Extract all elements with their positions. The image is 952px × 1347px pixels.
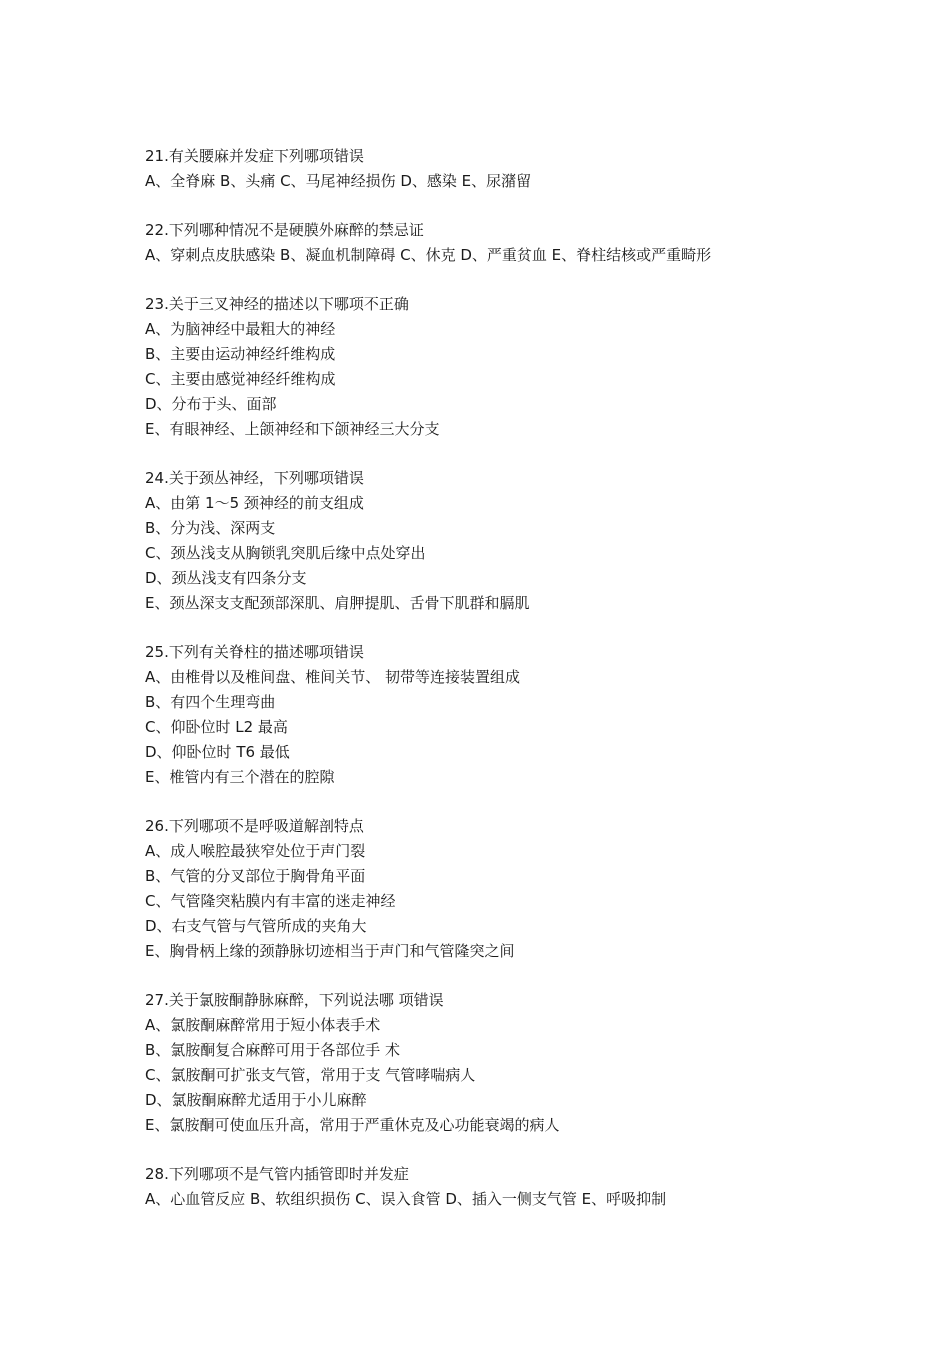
answer-option-c: C、主要由感觉神经纤维构成 xyxy=(145,370,336,388)
answer-option-d: D、仰卧位时 T6 最低 xyxy=(145,743,290,761)
answer-option-e: E、颈丛深支支配颈部深肌、肩胛提肌、舌骨下肌群和膈肌 xyxy=(145,594,530,612)
question-27 xyxy=(145,988,925,1138)
answer-option-e: E、胸骨柄上缘的颈静脉切迹相当于声门和气管隆突之间 xyxy=(145,942,515,960)
answer-options: A、穿刺点皮肤感染 B、凝血机制障碍 C、休克 D、严重贫血 E、脊柱结核或严重畸形 xyxy=(145,246,712,264)
answer-options: A、心血管反应 B、软组织损伤 C、误入食管 D、插入一侧支气管 E、呼吸抑制 xyxy=(145,1190,667,1208)
question-stem: 21.有关腰麻并发症下列哪项错误 xyxy=(145,147,364,165)
question-stem: 25.下列有关脊柱的描述哪项错误 xyxy=(145,643,364,661)
question-22 xyxy=(145,218,925,268)
answer-option-b: B、主要由运动神经纤维构成 xyxy=(145,345,336,363)
answer-option-d: D、氯胺酮麻醉尤适用于小儿麻醉 xyxy=(145,1091,367,1109)
question-24 xyxy=(145,466,925,616)
answer-option-e: E、有眼神经、上颌神经和下颌神经三大分支 xyxy=(145,420,440,438)
question-26 xyxy=(145,814,925,964)
question-28 xyxy=(145,1162,925,1212)
answer-option-d: D、分布于头、面部 xyxy=(145,395,277,413)
answer-option-b: B、分为浅、深两支 xyxy=(145,519,276,537)
answer-option-a: A、由椎骨以及椎间盘、椎间关节、 韧带等连接装置组成 xyxy=(145,668,521,686)
question-stem: 23.关于三叉神经的描述以下哪项不正确 xyxy=(145,295,409,313)
answer-options: A、全脊麻 B、头痛 C、马尾神经损伤 D、感染 E、尿潴留 xyxy=(145,172,532,190)
answer-option-b: B、氯胺酮复合麻醉可用于各部位手 术 xyxy=(145,1041,401,1059)
answer-option-a: A、为脑神经中最粗大的神经 xyxy=(145,320,336,338)
answer-option-c: C、氯胺酮可扩张支气管，常用于支 气管哮喘病人 xyxy=(145,1066,476,1084)
answer-option-a: A、成人喉腔最狭窄处位于声门裂 xyxy=(145,842,366,860)
question-stem: 27.关于氯胺酮静脉麻醉，下列说法哪 项错误 xyxy=(145,991,444,1009)
question-stem: 28.下列哪项不是气管内插管即时并发症 xyxy=(145,1165,409,1183)
answer-option-b: B、有四个生理弯曲 xyxy=(145,693,276,711)
question-stem: 22.下列哪种情况不是硬膜外麻醉的禁忌证 xyxy=(145,221,424,239)
answer-option-d: D、颈丛浅支有四条分支 xyxy=(145,569,307,587)
answer-option-c: C、颈丛浅支从胸锁乳突肌后缘中点处穿出 xyxy=(145,544,426,562)
answer-option-a: A、由第 1～5 颈神经的前支组成 xyxy=(145,494,364,512)
answer-option-c: C、气管隆突粘膜内有丰富的迷走神经 xyxy=(145,892,396,910)
question-25 xyxy=(145,640,925,790)
question-stem: 24.关于颈丛神经，下列哪项错误 xyxy=(145,469,364,487)
answer-option-b: B、气管的分叉部位于胸骨角平面 xyxy=(145,867,366,885)
document-page xyxy=(145,144,925,1236)
answer-option-e: E、椎管内有三个潜在的腔隙 xyxy=(145,768,335,786)
answer-option-a: A、氯胺酮麻醉常用于短小体表手术 xyxy=(145,1016,381,1034)
answer-option-d: D、右支气管与气管所成的夹角大 xyxy=(145,917,367,935)
answer-option-e: E、氯胺酮可使血压升高，常用于严重休克及心功能衰竭的病人 xyxy=(145,1116,560,1134)
answer-option-c: C、仰卧位时 L2 最高 xyxy=(145,718,288,736)
question-21 xyxy=(145,144,925,194)
question-23 xyxy=(145,292,925,442)
question-stem: 26.下列哪项不是呼吸道解剖特点 xyxy=(145,817,364,835)
